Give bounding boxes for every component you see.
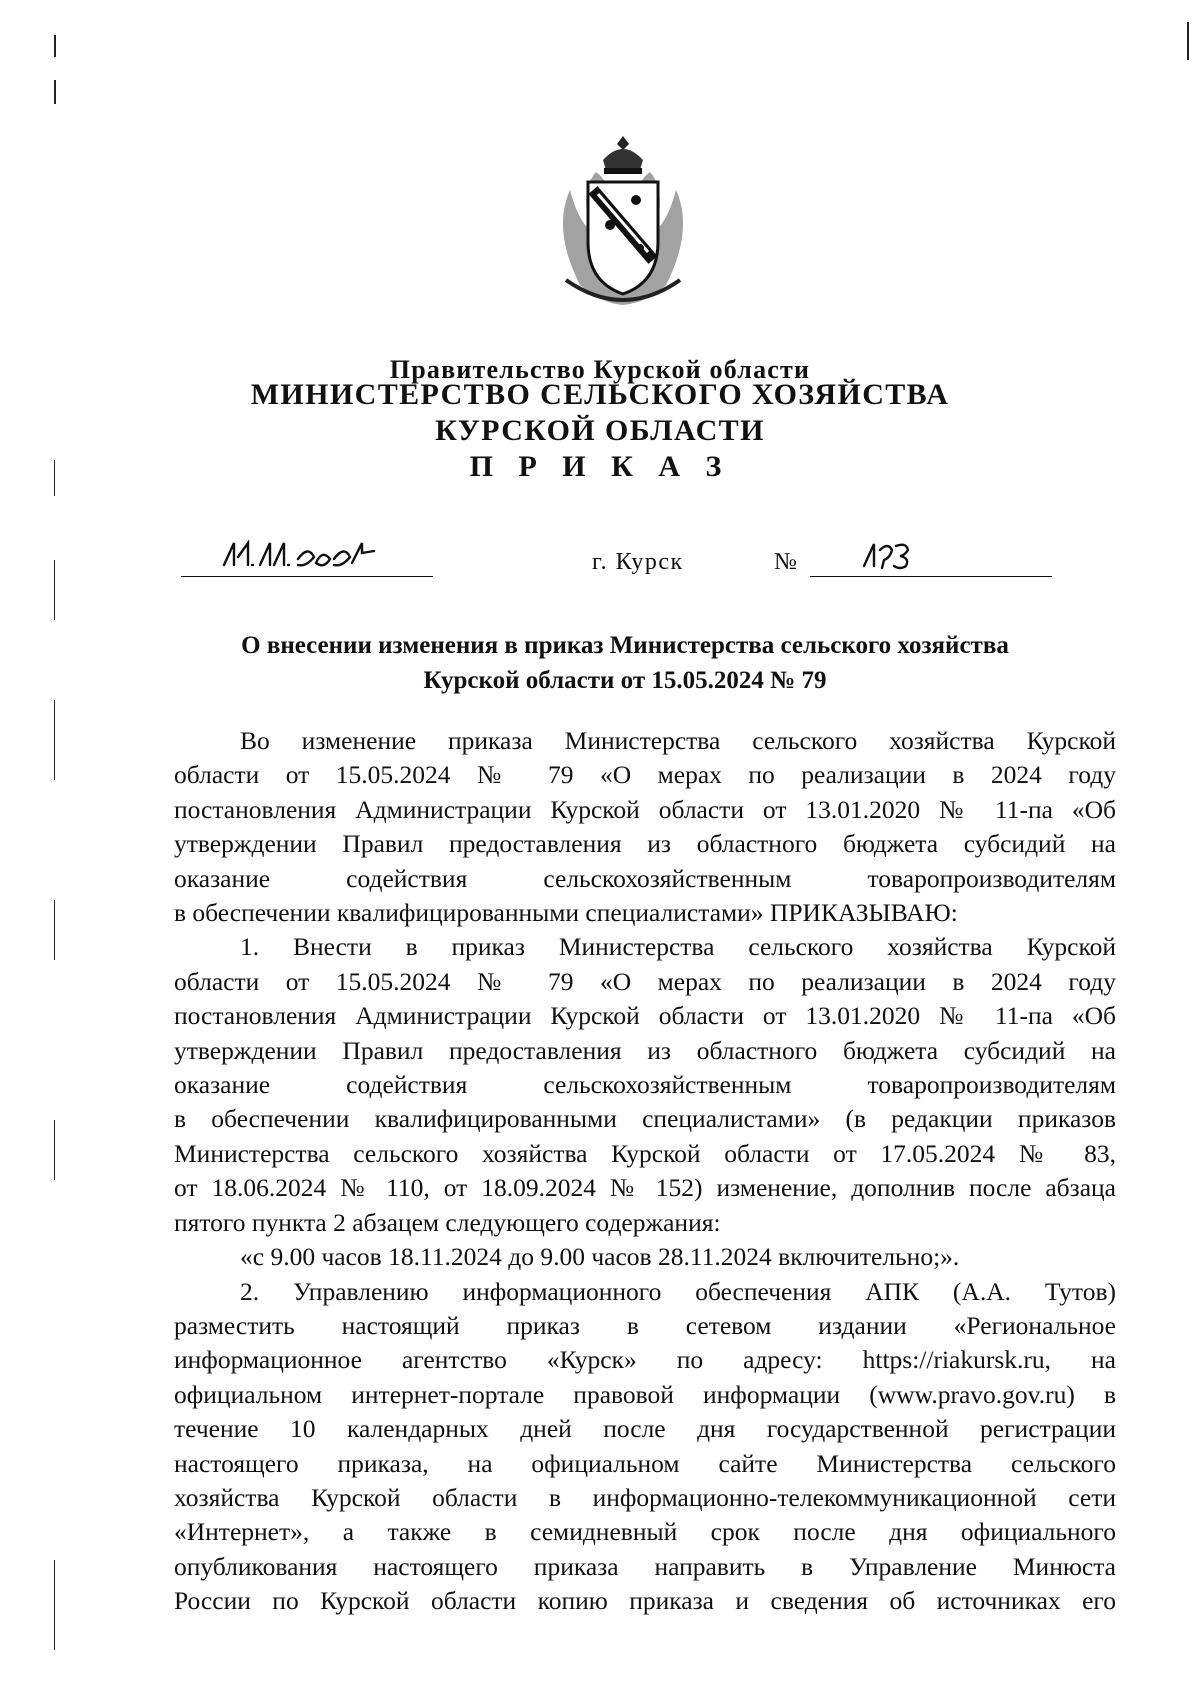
- scan-mark: [54, 1560, 55, 1650]
- body-line: «с 9.00 часов 18.11.2024 до 9.00 часов 28.11.2024 включительно;».: [240, 1242, 960, 1272]
- body-line: в обеспечении квалифицированными специалистами» (в редакции приказов: [174, 1104, 1116, 1134]
- document-subject: [160, 628, 1090, 698]
- scan-mark: [54, 900, 55, 960]
- scan-mark: [54, 560, 55, 620]
- body-line: постановления Администрации Курской области от 13.01.2020 № 11-па «Об: [174, 1001, 1116, 1031]
- body-line: России по Курской области копию приказа и сведения об источниках его: [174, 1586, 1116, 1616]
- body-line: утверждении Правил предоставления из областного бюджета субсидий на: [174, 1035, 1116, 1065]
- scan-mark: [54, 80, 56, 104]
- body-line: пятого пункта 2 абзацем следующего содержания:: [174, 1207, 721, 1237]
- body-line: разместить настоящий приказ в сетевом издании «Региональное: [174, 1310, 1116, 1340]
- body-line: информационное агентство «Курск» по адресу: https://riakursk.ru, на: [174, 1345, 1116, 1375]
- body-line: Министерства сельского хозяйства Курской области от 17.05.2024 № 83,: [174, 1138, 1116, 1168]
- government-name: Правительство Курской области: [389, 355, 811, 384]
- body-line: официальном интернет-портале правовой информации (www.pravo.gov.ru) в: [174, 1379, 1116, 1409]
- coat-of-arms-emblem: [548, 130, 698, 310]
- document-type: П Р И К А З: [469, 450, 731, 483]
- number-sign: №: [774, 549, 797, 575]
- body-line: 1. Внести в приказ Министерства сельского хозяйства Курской: [240, 932, 1116, 962]
- document-body: [174, 724, 1116, 1619]
- date-underline: [181, 576, 433, 577]
- handwritten-date: [218, 537, 398, 571]
- body-line: 2. Управлению информационного обеспечения АПК (А.А. Тутов): [240, 1276, 1116, 1306]
- body-line: в обеспечении квалифицированными специалистами» ПРИКАЗЫВАЮ:: [174, 898, 958, 928]
- body-line: Во изменение приказа Министерства сельского хозяйства Курской: [240, 726, 1116, 755]
- city: г. Курск: [592, 549, 684, 575]
- scan-mark: [54, 1120, 55, 1180]
- subject-line: Курской области от 15.05.2024 № 79: [423, 667, 827, 694]
- body-line: от 18.06.2024 № 110, от 18.09.2024 № 152) изменение, дополнив после абзаца: [174, 1173, 1116, 1203]
- body-line: опубликования настоящего приказа направить в Управление Минюста: [174, 1551, 1116, 1581]
- scan-mark: [54, 700, 55, 780]
- body-line: утверждении Правил предоставления из областного бюджета субсидий на: [174, 829, 1116, 859]
- handwritten-number: [858, 538, 918, 572]
- ministry-name-line1: МИНИСТЕРСТВО СЕЛЬСКОГО ХОЗЯЙСТВА: [250, 378, 950, 411]
- body-line: хозяйства Курской области в информационно-телекоммуникационной сети: [174, 1482, 1116, 1512]
- body-line: оказание содействия сельскохозяйственным товаропроизводителям: [174, 863, 1116, 893]
- body-line: оказание содействия сельскохозяйственным товаропроизводителям: [174, 1070, 1116, 1100]
- body-line: «Интернет», а также в семидневный срок после дня официального: [174, 1517, 1116, 1547]
- subject-line: О внесении изменения в приказ Министерства сельского хозяйства: [241, 632, 1009, 659]
- scan-mark: [54, 35, 56, 57]
- number-underline: [810, 576, 1052, 577]
- body-line: области от 15.05.2024 № 79 «О мерах по реализации в 2024 году: [174, 966, 1116, 996]
- scan-mark: [1187, 22, 1189, 60]
- body-line: настоящего приказа, на официальном сайте Министерства сельского: [174, 1448, 1116, 1478]
- body-line: области от 15.05.2024 № 79 «О мерах по реализации в 2024 году: [174, 760, 1116, 790]
- ministry-name-line2: КУРСКОЙ ОБЛАСТИ: [435, 414, 765, 447]
- body-line: постановления Администрации Курской области от 13.01.2020 № 11-па «Об: [174, 794, 1116, 824]
- body-line: течение 10 календарных дней после дня государственной регистрации: [174, 1414, 1116, 1444]
